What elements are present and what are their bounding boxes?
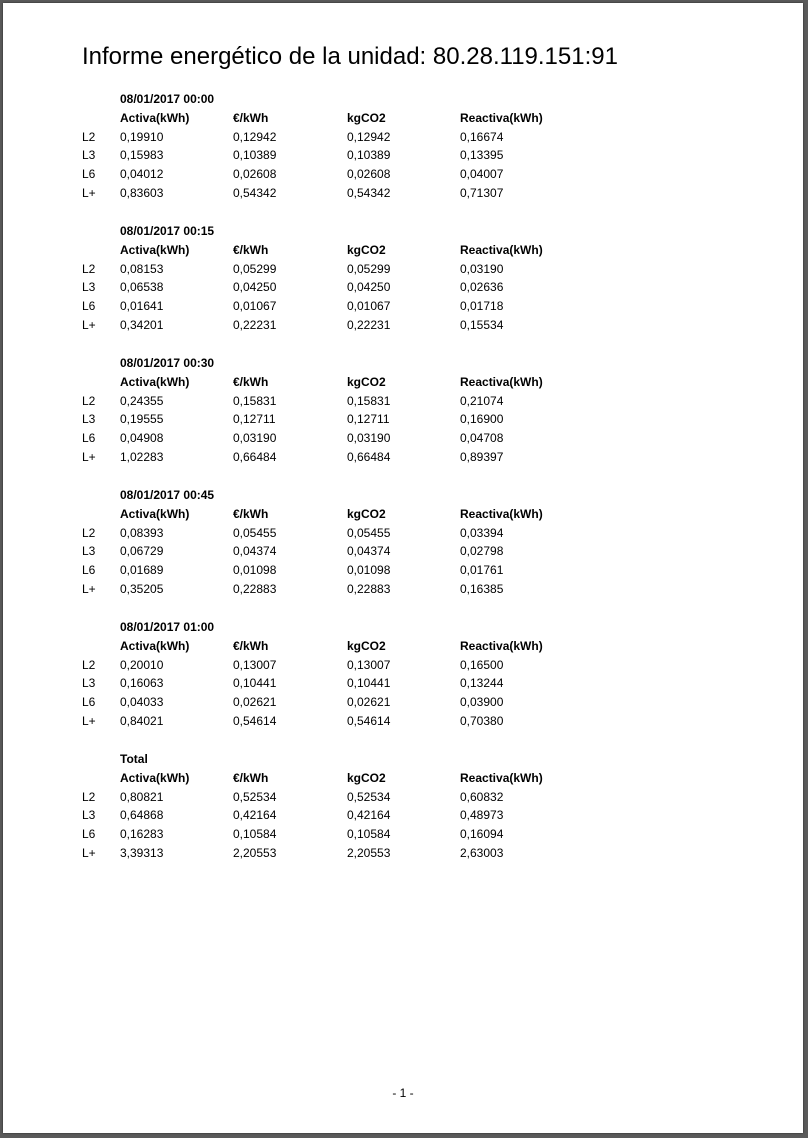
table-row-l6 xyxy=(82,165,602,184)
table-cell: 0,05455 xyxy=(233,525,277,540)
table-cell: 0,01641 xyxy=(120,299,164,314)
table-cell: 0,05455 xyxy=(347,525,391,540)
column-header: €/kWh xyxy=(233,374,269,389)
section-label: 08/01/2017 01:00 xyxy=(120,620,215,634)
table-cell: 0,06729 xyxy=(120,544,164,559)
table-cell: 1,02283 xyxy=(120,449,164,464)
phase-label: L6 xyxy=(82,167,96,182)
table-cell: 0,22231 xyxy=(347,317,391,332)
table-cell: 0,04007 xyxy=(460,167,504,182)
table-row-l2 xyxy=(82,260,602,279)
column-header: Reactiva(kWh) xyxy=(460,638,543,653)
section-label: Total xyxy=(120,752,148,766)
table-cell: 0,71307 xyxy=(460,185,504,200)
column-header: Activa(kWh) xyxy=(120,506,190,521)
table-cell: 0,04708 xyxy=(460,431,504,446)
column-header-row xyxy=(82,109,602,128)
table-cell: 0,08153 xyxy=(120,261,164,276)
column-header: Reactiva(kWh) xyxy=(460,242,543,257)
table-cell: 0,52534 xyxy=(233,789,277,804)
table-cell: 0,35205 xyxy=(120,581,164,596)
table-cell: 0,10441 xyxy=(233,676,277,691)
table-cell: 0,15534 xyxy=(460,317,504,332)
table-cell: 0,13244 xyxy=(460,676,504,691)
table-cell: 0,12942 xyxy=(347,129,391,144)
table-cell: 0,01718 xyxy=(460,299,504,314)
table-cell: 0,48973 xyxy=(460,808,504,823)
table-row-l3 xyxy=(82,410,602,429)
table-cell: 0,10389 xyxy=(233,148,277,163)
section-label-row xyxy=(82,486,602,505)
column-header: Reactiva(kWh) xyxy=(460,506,543,521)
table-row-lplus xyxy=(82,712,602,731)
column-header: Activa(kWh) xyxy=(120,242,190,257)
table-cell: 0,54342 xyxy=(233,185,277,200)
table-row-l2 xyxy=(82,392,602,411)
table-cell: 0,02621 xyxy=(233,695,277,710)
phase-label: L2 xyxy=(82,525,96,540)
table-cell: 0,54614 xyxy=(233,713,277,728)
section-label-row xyxy=(82,354,602,373)
column-header-row xyxy=(82,769,602,788)
column-header: €/kWh xyxy=(233,638,269,653)
column-header: €/kWh xyxy=(233,110,269,125)
column-header: kgCO2 xyxy=(347,374,386,389)
section-label-row xyxy=(82,222,602,241)
phase-label: L2 xyxy=(82,129,96,144)
table-cell: 0,16385 xyxy=(460,581,504,596)
table-cell: 0,12711 xyxy=(347,412,390,427)
column-header-row xyxy=(82,373,602,392)
phase-label: L3 xyxy=(82,280,96,295)
table-row-l6 xyxy=(82,825,602,844)
phase-label: L6 xyxy=(82,299,96,314)
table-cell: 0,83603 xyxy=(120,185,164,200)
table-cell: 0,19910 xyxy=(120,129,164,144)
table-cell: 0,01689 xyxy=(120,563,164,578)
column-header: kgCO2 xyxy=(347,110,386,125)
table-row-l6 xyxy=(82,297,602,316)
table-row-l2 xyxy=(82,788,602,807)
table-row-l6 xyxy=(82,429,602,448)
table-cell: 0,60832 xyxy=(460,789,504,804)
table-cell: 0,04250 xyxy=(233,280,277,295)
phase-label: L+ xyxy=(82,185,96,200)
table-cell: 0,08393 xyxy=(120,525,164,540)
table-cell: 0,22231 xyxy=(233,317,277,332)
table-cell: 0,02798 xyxy=(460,544,504,559)
table-cell: 0,34201 xyxy=(120,317,164,332)
table-cell: 0,05299 xyxy=(233,261,277,276)
phase-label: L2 xyxy=(82,393,96,408)
table-row-l3 xyxy=(82,278,602,297)
column-header: Activa(kWh) xyxy=(120,638,190,653)
table-cell: 0,04250 xyxy=(347,280,391,295)
table-cell: 0,02636 xyxy=(460,280,504,295)
phase-label: L3 xyxy=(82,412,96,427)
table-cell: 0,01098 xyxy=(347,563,391,578)
table-cell: 0,02621 xyxy=(347,695,391,710)
table-cell: 0,04033 xyxy=(120,695,164,710)
phase-label: L6 xyxy=(82,563,96,578)
phase-label: L+ xyxy=(82,449,96,464)
phase-label: L2 xyxy=(82,261,96,276)
table-cell: 0,16674 xyxy=(460,129,504,144)
phase-label: L3 xyxy=(82,544,96,559)
column-header: Reactiva(kWh) xyxy=(460,770,543,785)
column-header: kgCO2 xyxy=(347,506,386,521)
section-label: 08/01/2017 00:45 xyxy=(120,488,215,502)
page-number: - 1 - xyxy=(392,1086,414,1100)
table-row-l3 xyxy=(82,674,602,693)
table-row-l3 xyxy=(82,146,602,165)
table-cell: 0,01067 xyxy=(347,299,391,314)
table-cell: 0,03900 xyxy=(460,695,504,710)
table-cell: 0,19555 xyxy=(120,412,164,427)
table-row-lplus xyxy=(82,316,602,335)
table-cell: 0,10389 xyxy=(347,148,391,163)
table-cell: 0,04908 xyxy=(120,431,164,446)
table-cell: 0,05299 xyxy=(347,261,391,276)
table-cell: 0,10584 xyxy=(233,827,277,842)
column-header: €/kWh xyxy=(233,770,269,785)
table-cell: 0,02608 xyxy=(347,167,391,182)
phase-label: L+ xyxy=(82,713,96,728)
column-header: kgCO2 xyxy=(347,638,386,653)
phase-label: L2 xyxy=(82,789,96,804)
phase-label: L6 xyxy=(82,827,96,842)
table-row-lplus xyxy=(82,844,602,863)
section-label-row xyxy=(82,750,602,769)
table-cell: 0,01098 xyxy=(233,563,277,578)
phase-label: L+ xyxy=(82,317,96,332)
report-section xyxy=(82,354,602,486)
table-cell: 0,84021 xyxy=(120,713,164,728)
table-cell: 0,04374 xyxy=(233,544,277,559)
table-cell: 0,04374 xyxy=(347,544,391,559)
column-header: Activa(kWh) xyxy=(120,374,190,389)
table-row-lplus xyxy=(82,448,602,467)
column-header: Activa(kWh) xyxy=(120,110,190,125)
table-cell: 0,16500 xyxy=(460,657,504,672)
table-cell: 0,64868 xyxy=(120,808,164,823)
table-row-l3 xyxy=(82,542,602,561)
table-cell: 0,06538 xyxy=(120,280,164,295)
table-cell: 0,01067 xyxy=(233,299,277,314)
table-cell: 0,03394 xyxy=(460,525,504,540)
column-header-row xyxy=(82,241,602,260)
table-cell: 0,15831 xyxy=(233,393,277,408)
table-cell: 0,15983 xyxy=(120,148,164,163)
table-cell: 0,12711 xyxy=(233,412,276,427)
table-cell: 0,16900 xyxy=(460,412,504,427)
table-cell: 0,03190 xyxy=(233,431,277,446)
report-section xyxy=(82,486,602,618)
table-cell: 0,15831 xyxy=(347,393,391,408)
table-cell: 0,22883 xyxy=(233,581,277,596)
table-row-l3 xyxy=(82,806,602,825)
column-header: Reactiva(kWh) xyxy=(460,374,543,389)
table-cell: 0,02608 xyxy=(233,167,277,182)
table-cell: 0,66484 xyxy=(347,449,391,464)
report-title: Informe energético de la unidad: 80.28.119.151:91 xyxy=(82,43,618,70)
column-header: kgCO2 xyxy=(347,770,386,785)
report-section xyxy=(82,90,602,222)
table-cell: 0,54614 xyxy=(347,713,391,728)
table-cell: 0,13007 xyxy=(233,657,277,672)
phase-label: L3 xyxy=(82,148,96,163)
table-cell: 0,89397 xyxy=(460,449,504,464)
table-cell: 0,03190 xyxy=(460,261,504,276)
table-cell: 0,20010 xyxy=(120,657,164,672)
phase-label: L+ xyxy=(82,845,96,860)
phase-label: L6 xyxy=(82,695,96,710)
phase-label: L6 xyxy=(82,431,96,446)
table-cell: 0,13395 xyxy=(460,148,504,163)
report-section xyxy=(82,222,602,354)
column-header-row xyxy=(82,505,602,524)
section-label: 08/01/2017 00:15 xyxy=(120,224,215,238)
column-header: €/kWh xyxy=(233,242,269,257)
report-sections xyxy=(82,90,602,882)
table-cell: 0,16063 xyxy=(120,676,164,691)
column-header: €/kWh xyxy=(233,506,269,521)
report-page xyxy=(3,3,803,1133)
section-label-row xyxy=(82,90,602,109)
phase-label: L2 xyxy=(82,657,96,672)
phase-label: L+ xyxy=(82,581,96,596)
table-cell: 0,42164 xyxy=(233,808,277,823)
table-cell: 0,24355 xyxy=(120,393,164,408)
table-cell: 0,42164 xyxy=(347,808,391,823)
section-label: 08/01/2017 00:30 xyxy=(120,356,215,370)
table-cell: 0,16283 xyxy=(120,827,164,842)
table-cell: 0,03190 xyxy=(347,431,391,446)
column-header-row xyxy=(82,637,602,656)
table-cell: 2,20553 xyxy=(233,845,277,860)
table-cell: 0,10584 xyxy=(347,827,391,842)
column-header: kgCO2 xyxy=(347,242,386,257)
report-section xyxy=(82,618,602,750)
table-cell: 0,70380 xyxy=(460,713,504,728)
phase-label: L3 xyxy=(82,808,96,823)
phase-label: L3 xyxy=(82,676,96,691)
table-cell: 2,20553 xyxy=(347,845,391,860)
table-row-l6 xyxy=(82,693,602,712)
table-cell: 0,01761 xyxy=(460,563,504,578)
table-cell: 0,66484 xyxy=(233,449,277,464)
table-row-l2 xyxy=(82,656,602,675)
table-row-l6 xyxy=(82,561,602,580)
table-row-lplus xyxy=(82,184,602,203)
table-cell: 0,12942 xyxy=(233,129,277,144)
table-cell: 0,54342 xyxy=(347,185,391,200)
section-label: 08/01/2017 00:00 xyxy=(120,92,215,106)
table-row-lplus xyxy=(82,580,602,599)
report-section xyxy=(82,750,602,882)
table-cell: 0,21074 xyxy=(460,393,504,408)
table-cell: 3,39313 xyxy=(120,845,164,860)
table-row-l2 xyxy=(82,524,602,543)
table-cell: 0,10441 xyxy=(347,676,391,691)
table-cell: 0,04012 xyxy=(120,167,164,182)
column-header: Activa(kWh) xyxy=(120,770,190,785)
table-cell: 2,63003 xyxy=(460,845,504,860)
section-label-row xyxy=(82,618,602,637)
table-cell: 0,13007 xyxy=(347,657,391,672)
table-cell: 0,22883 xyxy=(347,581,391,596)
table-cell: 0,80821 xyxy=(120,789,164,804)
table-cell: 0,52534 xyxy=(347,789,391,804)
table-cell: 0,16094 xyxy=(460,827,504,842)
table-row-l2 xyxy=(82,128,602,147)
column-header: Reactiva(kWh) xyxy=(460,110,543,125)
